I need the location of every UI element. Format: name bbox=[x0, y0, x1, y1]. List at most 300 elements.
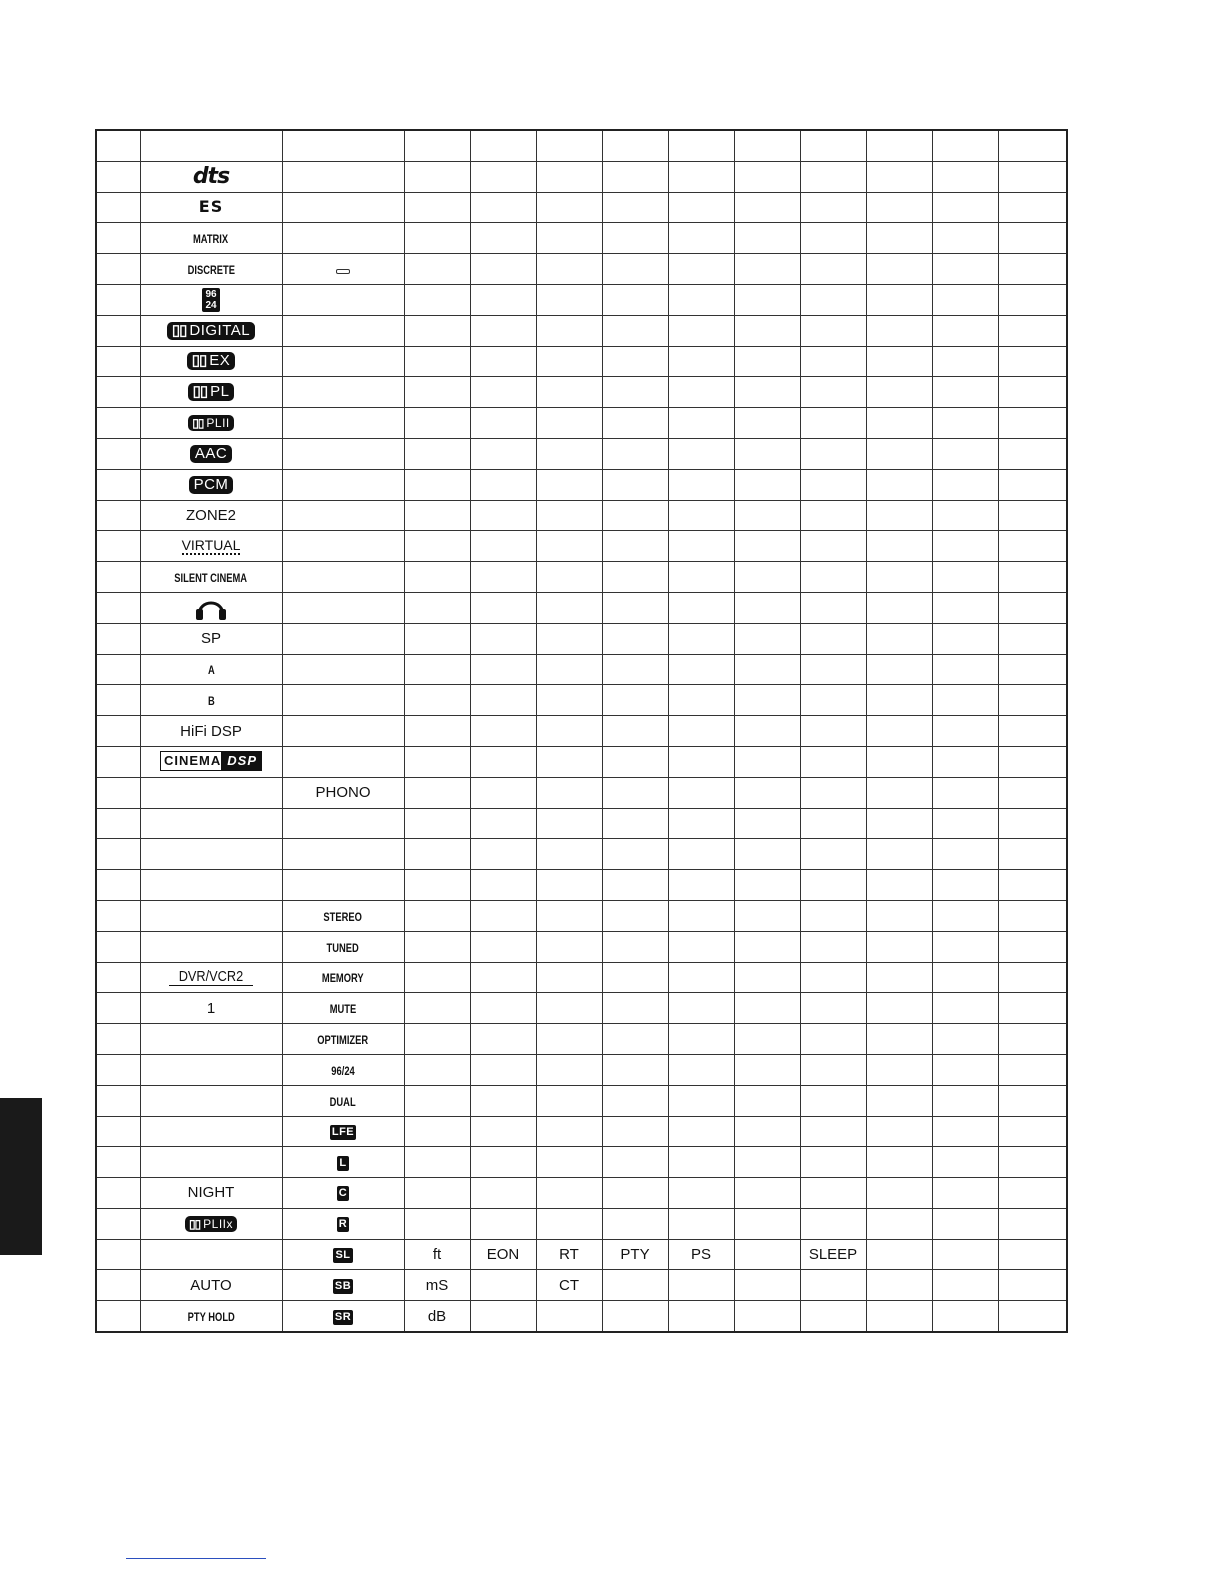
table-cell bbox=[404, 1239, 470, 1270]
table-cell bbox=[998, 993, 1067, 1024]
table-cell bbox=[140, 962, 282, 993]
table-cell bbox=[932, 562, 998, 593]
table-cell bbox=[932, 254, 998, 285]
table-cell bbox=[998, 808, 1067, 839]
table-cell bbox=[932, 839, 998, 870]
indicator-label: RT bbox=[559, 1246, 579, 1264]
indicator-label: C bbox=[338, 1187, 348, 1200]
table-cell bbox=[96, 777, 140, 808]
table-cell bbox=[602, 931, 668, 962]
table-cell bbox=[404, 408, 470, 439]
table-cell bbox=[404, 746, 470, 777]
table-row bbox=[96, 962, 1067, 993]
table-cell bbox=[602, 469, 668, 500]
table-cell bbox=[932, 408, 998, 439]
table-cell bbox=[668, 1054, 734, 1085]
table-cell bbox=[140, 130, 282, 161]
table-cell bbox=[602, 531, 668, 562]
table-cell bbox=[734, 161, 800, 192]
indicator-label bbox=[167, 322, 255, 340]
table-cell bbox=[998, 839, 1067, 870]
table-cell bbox=[140, 500, 282, 531]
table-cell bbox=[932, 500, 998, 531]
table-cell bbox=[282, 870, 404, 901]
table-cell bbox=[282, 161, 404, 192]
table-cell bbox=[602, 808, 668, 839]
table-cell bbox=[932, 993, 998, 1024]
table-cell bbox=[536, 1085, 602, 1116]
table-cell bbox=[800, 469, 866, 500]
table-cell bbox=[668, 284, 734, 315]
table-cell bbox=[536, 1208, 602, 1239]
table-cell bbox=[602, 315, 668, 346]
table-cell bbox=[536, 223, 602, 254]
table-cell bbox=[866, 1054, 932, 1085]
table-cell bbox=[282, 500, 404, 531]
table-row bbox=[96, 1208, 1067, 1239]
table-cell bbox=[602, 1208, 668, 1239]
table-cell bbox=[998, 1147, 1067, 1178]
table-cell bbox=[668, 130, 734, 161]
table-cell bbox=[734, 1178, 800, 1209]
table-row bbox=[96, 130, 1067, 161]
table-cell bbox=[602, 1147, 668, 1178]
table-cell bbox=[536, 1054, 602, 1085]
table-cell bbox=[536, 900, 602, 931]
table-row bbox=[96, 1301, 1067, 1332]
table-cell bbox=[282, 654, 404, 685]
table-cell bbox=[734, 1208, 800, 1239]
table-cell bbox=[140, 623, 282, 654]
indicator-label bbox=[188, 415, 234, 431]
table-cell bbox=[668, 1301, 734, 1332]
table-cell bbox=[800, 839, 866, 870]
table-cell bbox=[866, 1239, 932, 1270]
dolby-icon: ▯▯ bbox=[191, 352, 207, 370]
table-cell bbox=[734, 130, 800, 161]
table-cell bbox=[866, 900, 932, 931]
table-cell bbox=[734, 408, 800, 439]
table-cell bbox=[800, 716, 866, 747]
table-row bbox=[96, 592, 1067, 623]
table-cell bbox=[734, 1270, 800, 1301]
table-cell bbox=[734, 438, 800, 469]
table-cell bbox=[998, 623, 1067, 654]
table-row bbox=[96, 623, 1067, 654]
table-cell bbox=[404, 130, 470, 161]
table-cell bbox=[96, 592, 140, 623]
table-cell bbox=[536, 130, 602, 161]
table-cell bbox=[470, 1147, 536, 1178]
table-cell bbox=[998, 223, 1067, 254]
table-cell bbox=[800, 1024, 866, 1055]
table-cell bbox=[602, 777, 668, 808]
table-cell bbox=[932, 685, 998, 716]
indicator-text: DVR/VCR2 bbox=[178, 967, 244, 985]
table-cell bbox=[668, 654, 734, 685]
table-cell bbox=[866, 1116, 932, 1147]
table-row bbox=[96, 315, 1067, 346]
table-cell bbox=[536, 746, 602, 777]
table-cell bbox=[734, 592, 800, 623]
table-cell bbox=[470, 870, 536, 901]
table-cell bbox=[140, 777, 282, 808]
table-cell bbox=[404, 777, 470, 808]
table-cell bbox=[998, 562, 1067, 593]
table-cell bbox=[140, 931, 282, 962]
table-cell bbox=[536, 1116, 602, 1147]
table-cell bbox=[470, 777, 536, 808]
indicator-label: ft bbox=[432, 1246, 442, 1264]
table-cell bbox=[998, 377, 1067, 408]
table-cell bbox=[800, 500, 866, 531]
table-cell bbox=[734, 931, 800, 962]
table-cell bbox=[800, 130, 866, 161]
table-cell bbox=[282, 223, 404, 254]
table-cell bbox=[96, 1054, 140, 1085]
table-cell bbox=[140, 870, 282, 901]
table-cell bbox=[536, 346, 602, 377]
table-cell bbox=[734, 531, 800, 562]
table-cell bbox=[140, 438, 282, 469]
table-cell bbox=[602, 870, 668, 901]
table-cell bbox=[734, 315, 800, 346]
table-cell bbox=[536, 438, 602, 469]
indicator-label: 96 24 bbox=[202, 288, 219, 312]
table-cell bbox=[602, 1270, 668, 1301]
table-cell bbox=[734, 623, 800, 654]
table-cell bbox=[96, 254, 140, 285]
table-cell bbox=[470, 408, 536, 439]
table-row bbox=[96, 192, 1067, 223]
indicator-label: AAC bbox=[190, 445, 232, 463]
table-cell bbox=[282, 469, 404, 500]
table-cell bbox=[96, 654, 140, 685]
dolby-icon: ▯▯ bbox=[171, 321, 187, 339]
table-cell bbox=[668, 469, 734, 500]
indicator-label bbox=[185, 1216, 237, 1232]
table-cell bbox=[800, 654, 866, 685]
table-cell bbox=[800, 993, 866, 1024]
table-cell bbox=[932, 1054, 998, 1085]
table-cell bbox=[404, 1208, 470, 1239]
table-cell bbox=[404, 931, 470, 962]
table-cell bbox=[998, 654, 1067, 685]
table-cell bbox=[470, 685, 536, 716]
indicator-label: MUTE bbox=[329, 1002, 357, 1017]
table-cell bbox=[866, 1301, 932, 1332]
table-cell bbox=[866, 346, 932, 377]
table-cell bbox=[668, 1024, 734, 1055]
table-cell bbox=[668, 254, 734, 285]
table-cell bbox=[282, 1116, 404, 1147]
indicator-label: R bbox=[338, 1218, 348, 1231]
table-cell bbox=[404, 592, 470, 623]
table-row bbox=[96, 469, 1067, 500]
table-cell bbox=[668, 746, 734, 777]
table-cell bbox=[668, 315, 734, 346]
indicator-label: MEMORY bbox=[322, 971, 364, 986]
table-cell bbox=[734, 777, 800, 808]
table-cell bbox=[536, 192, 602, 223]
table-cell bbox=[800, 1301, 866, 1332]
table-row bbox=[96, 900, 1067, 931]
table-cell bbox=[602, 254, 668, 285]
table-cell bbox=[668, 377, 734, 408]
indicator-label: PCM bbox=[189, 476, 234, 494]
table-cell bbox=[866, 161, 932, 192]
table-cell bbox=[470, 716, 536, 747]
table-cell bbox=[470, 900, 536, 931]
table-cell bbox=[602, 716, 668, 747]
table-cell bbox=[998, 531, 1067, 562]
table-cell bbox=[602, 592, 668, 623]
table-cell bbox=[404, 839, 470, 870]
table-cell bbox=[734, 654, 800, 685]
table-cell bbox=[404, 562, 470, 593]
table-cell bbox=[140, 469, 282, 500]
table-cell bbox=[602, 962, 668, 993]
table-cell bbox=[470, 1085, 536, 1116]
indicator-label bbox=[188, 383, 235, 401]
table-cell bbox=[282, 1178, 404, 1209]
table-cell bbox=[932, 1024, 998, 1055]
table-cell bbox=[998, 315, 1067, 346]
table-cell bbox=[96, 315, 140, 346]
table-cell bbox=[140, 1270, 282, 1301]
indicator-label: SL bbox=[335, 1249, 351, 1262]
table-cell bbox=[282, 1024, 404, 1055]
table-cell bbox=[140, 1178, 282, 1209]
table-cell bbox=[404, 438, 470, 469]
table-cell bbox=[404, 654, 470, 685]
table-cell bbox=[800, 1270, 866, 1301]
table-cell bbox=[536, 808, 602, 839]
table-cell bbox=[668, 531, 734, 562]
table-cell bbox=[932, 346, 998, 377]
table-cell bbox=[734, 1239, 800, 1270]
table-cell bbox=[998, 716, 1067, 747]
indicator-label: PTY bbox=[620, 1246, 650, 1264]
table-cell bbox=[536, 654, 602, 685]
table-row bbox=[96, 438, 1067, 469]
table-cell bbox=[96, 192, 140, 223]
table-cell bbox=[866, 254, 932, 285]
table-row bbox=[96, 870, 1067, 901]
table-cell bbox=[140, 839, 282, 870]
table-cell bbox=[602, 623, 668, 654]
table-cell bbox=[404, 223, 470, 254]
table-cell bbox=[470, 1208, 536, 1239]
table-cell bbox=[282, 1301, 404, 1332]
table-cell bbox=[96, 1178, 140, 1209]
table-cell bbox=[734, 746, 800, 777]
table-cell bbox=[602, 746, 668, 777]
indicator-label: DISCRETE bbox=[187, 263, 235, 278]
table-row bbox=[96, 284, 1067, 315]
table-cell bbox=[536, 254, 602, 285]
table-cell bbox=[96, 130, 140, 161]
table-cell bbox=[404, 623, 470, 654]
table-cell bbox=[96, 1024, 140, 1055]
table-cell bbox=[140, 1208, 282, 1239]
table-cell bbox=[96, 562, 140, 593]
table-cell bbox=[932, 716, 998, 747]
indicator-label: VIRTUAL bbox=[181, 536, 241, 553]
table-cell bbox=[998, 1085, 1067, 1116]
table-cell bbox=[734, 346, 800, 377]
table-cell bbox=[998, 746, 1067, 777]
table-cell bbox=[800, 1239, 866, 1270]
table-cell bbox=[998, 1239, 1067, 1270]
table-cell bbox=[96, 623, 140, 654]
table-cell bbox=[668, 562, 734, 593]
table-cell bbox=[734, 254, 800, 285]
table-cell bbox=[734, 716, 800, 747]
table-row bbox=[96, 346, 1067, 377]
table-cell bbox=[282, 592, 404, 623]
table-cell bbox=[932, 1178, 998, 1209]
table-cell bbox=[866, 500, 932, 531]
table-cell bbox=[140, 993, 282, 1024]
indicator-label: HiFi DSP bbox=[180, 722, 242, 740]
table-cell bbox=[800, 777, 866, 808]
table-cell bbox=[998, 254, 1067, 285]
table-cell bbox=[998, 900, 1067, 931]
table-cell bbox=[866, 315, 932, 346]
table-cell bbox=[602, 839, 668, 870]
table-cell bbox=[866, 993, 932, 1024]
table-cell bbox=[96, 408, 140, 439]
table-cell bbox=[404, 284, 470, 315]
table-cell bbox=[866, 562, 932, 593]
table-cell bbox=[668, 808, 734, 839]
table-cell bbox=[602, 161, 668, 192]
table-cell bbox=[470, 500, 536, 531]
table-cell bbox=[932, 1301, 998, 1332]
table-cell bbox=[96, 1147, 140, 1178]
table-cell bbox=[866, 839, 932, 870]
table-row bbox=[96, 808, 1067, 839]
table-cell bbox=[140, 592, 282, 623]
table-cell bbox=[998, 284, 1067, 315]
table-cell bbox=[140, 377, 282, 408]
table-row bbox=[96, 1147, 1067, 1178]
table-cell bbox=[932, 900, 998, 931]
table-cell bbox=[282, 716, 404, 747]
table-cell bbox=[998, 592, 1067, 623]
table-cell bbox=[470, 223, 536, 254]
table-cell bbox=[536, 1301, 602, 1332]
table-cell bbox=[866, 746, 932, 777]
indicator-text: PLIIx bbox=[203, 1216, 234, 1231]
table-cell bbox=[96, 1208, 140, 1239]
table-cell bbox=[282, 777, 404, 808]
table-cell bbox=[536, 1147, 602, 1178]
table-cell bbox=[602, 377, 668, 408]
table-cell bbox=[96, 746, 140, 777]
table-cell bbox=[96, 469, 140, 500]
indicator-text: PLII bbox=[206, 416, 230, 431]
table-cell bbox=[140, 1085, 282, 1116]
table-cell bbox=[932, 377, 998, 408]
table-cell bbox=[96, 346, 140, 377]
indicator-label: A bbox=[207, 663, 215, 678]
table-cell bbox=[932, 1147, 998, 1178]
table-cell bbox=[668, 623, 734, 654]
table-cell bbox=[932, 1116, 998, 1147]
table-cell bbox=[404, 1085, 470, 1116]
table-cell bbox=[602, 1239, 668, 1270]
table-cell bbox=[96, 1085, 140, 1116]
table-cell bbox=[932, 870, 998, 901]
table-cell bbox=[932, 161, 998, 192]
table-row bbox=[96, 777, 1067, 808]
table-cell bbox=[866, 654, 932, 685]
table-cell bbox=[536, 562, 602, 593]
table-cell bbox=[282, 346, 404, 377]
table-cell bbox=[800, 685, 866, 716]
table-cell bbox=[602, 1085, 668, 1116]
table-cell bbox=[470, 839, 536, 870]
indicator-label bbox=[160, 751, 262, 771]
table-row bbox=[96, 1178, 1067, 1209]
table-cell bbox=[140, 161, 282, 192]
table-cell bbox=[932, 469, 998, 500]
table-cell bbox=[470, 469, 536, 500]
table-cell bbox=[866, 469, 932, 500]
table-cell bbox=[96, 223, 140, 254]
table-row bbox=[96, 931, 1067, 962]
table-cell bbox=[668, 346, 734, 377]
table-cell bbox=[470, 808, 536, 839]
table-cell bbox=[470, 1024, 536, 1055]
table-cell bbox=[602, 130, 668, 161]
table-cell bbox=[282, 623, 404, 654]
table-cell bbox=[282, 962, 404, 993]
table-cell bbox=[800, 1116, 866, 1147]
table-cell bbox=[668, 408, 734, 439]
table-cell bbox=[404, 870, 470, 901]
table-cell bbox=[282, 1085, 404, 1116]
table-cell bbox=[734, 1054, 800, 1085]
table-cell bbox=[602, 900, 668, 931]
table-cell bbox=[668, 716, 734, 747]
table-cell bbox=[668, 1239, 734, 1270]
table-row bbox=[96, 839, 1067, 870]
table-cell bbox=[998, 500, 1067, 531]
table-cell bbox=[866, 377, 932, 408]
table-cell bbox=[96, 377, 140, 408]
table-cell bbox=[998, 685, 1067, 716]
table-cell bbox=[96, 962, 140, 993]
table-cell bbox=[866, 408, 932, 439]
table-cell bbox=[536, 685, 602, 716]
table-cell bbox=[470, 531, 536, 562]
table-cell bbox=[404, 900, 470, 931]
table-cell bbox=[602, 408, 668, 439]
table-cell bbox=[282, 408, 404, 439]
indicator-label: mS bbox=[425, 1276, 449, 1294]
table-cell bbox=[734, 1024, 800, 1055]
table-cell bbox=[536, 993, 602, 1024]
table-cell bbox=[282, 685, 404, 716]
table-cell bbox=[470, 562, 536, 593]
table-cell bbox=[998, 438, 1067, 469]
table-cell bbox=[536, 931, 602, 962]
table-cell bbox=[602, 1178, 668, 1209]
table-cell bbox=[734, 839, 800, 870]
